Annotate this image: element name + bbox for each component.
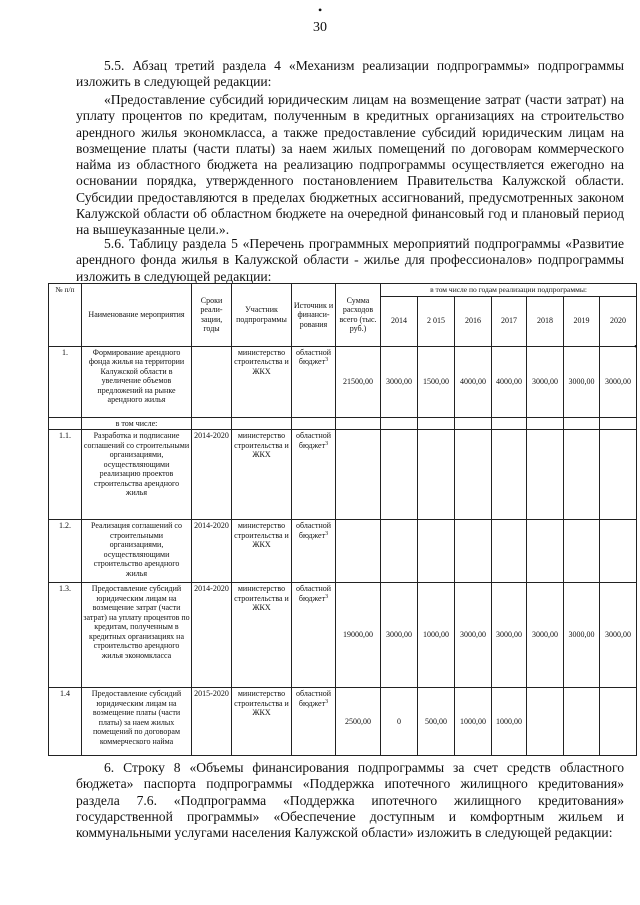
- header-year: 2016: [455, 296, 492, 346]
- page-number: 30: [313, 20, 327, 35]
- row-participant: министерство строительства и ЖКХ: [232, 346, 292, 417]
- header-by-years: в том числе по годам реализации подпрограммы:: [381, 284, 637, 297]
- paragraph-5-5-quote: «Предоставление субсидий юридическим лицам на возмещение затрат (части затрат) на уплату процентов по кредитам, полученным в кредитных организациях на строительство арендного жилья экономкласса, а также предоставление субсидий юридическим лицам на возмещение платы (части платы) за наем жилых помещений по договорам коммерческого найма из областного бюджета на реализацию подпрограммы осуществляется ежегодно на основании порядка, утвержденного постановлением Правительства Калужской области. Субсидии предоставляются в пределах бюджетных ассигнований, предусмотренных законом Калужской области об областном бюджете на очередной финансовый год и плановый период на вышеуказанные цели.».: [76, 92, 624, 238]
- row-source: областной бюджет$^3$: [292, 688, 336, 756]
- row-sum: 19000,00: [336, 583, 381, 688]
- row-name: Предоставление субсидий юридическим лицам на возмещение платы (части платы) за наем жилых помещений по договорам коммерческого найма: [82, 688, 192, 756]
- row-num: 1.2.: [49, 520, 82, 583]
- row-participant: министерство строительства и ЖКХ: [232, 430, 292, 520]
- row-year-value: [527, 688, 564, 756]
- row-num: 1.4: [49, 688, 82, 756]
- table-row: [49, 346, 637, 417]
- table-row: [49, 430, 637, 520]
- row-year-value: [600, 688, 637, 756]
- row-participant: министерство строительства и ЖКХ: [232, 688, 292, 756]
- row-year-value: 1500,00: [418, 346, 455, 417]
- header-terms: Сроки реали-зации, годы: [192, 284, 232, 347]
- header-sources: Источник и финанси-рования: [292, 284, 336, 347]
- paragraph-5-5-intro: 5.5. Абзац третий раздела 4 «Механизм реализации подпрограммы» подпрограммы изложить в следующей редакции:: [76, 58, 624, 90]
- including-label: в том числе:: [82, 417, 192, 430]
- row-year-value: 3000,00: [564, 583, 600, 688]
- row-year-value: 3000,00: [492, 583, 527, 688]
- header-year: 2 015: [418, 296, 455, 346]
- table-row: [49, 520, 637, 583]
- row-year-value: 3000,00: [527, 583, 564, 688]
- row-sum: 21500,00: [336, 346, 381, 417]
- paragraph-6: 6. Строку 8 «Объемы финансирования подпрограммы за счет средств областного бюджета» паспорта подпрограммы «Поддержка ипотечного жилищного кредитования» раздела 7.6. «Подпрограмма «Поддержка ипотечного жилищного кредитования» государственной программы» «Обеспечение доступным и комфортным жильем и коммунальными услугами населения Калужской области» изложить в следующей редакции:: [76, 760, 624, 841]
- row-year-value: 3000,00: [600, 346, 637, 417]
- row-terms: [192, 346, 232, 417]
- row-year-value: 3000,00: [527, 346, 564, 417]
- header-num: № п/п: [49, 284, 82, 347]
- row-sum: 2500,00: [336, 688, 381, 756]
- header-year: 2014: [381, 296, 418, 346]
- row-participant: министерство строительства и ЖКХ: [232, 520, 292, 583]
- row-year-value: [564, 688, 600, 756]
- header-name: Наименование мероприятия: [82, 284, 192, 347]
- table-row: [49, 688, 637, 756]
- row-terms: 2015-2020: [192, 688, 232, 756]
- program-activities-table: [48, 283, 637, 756]
- row-year-value: 0: [381, 688, 418, 756]
- row-terms: 2014-2020: [192, 520, 232, 583]
- row-year-value: 4000,00: [492, 346, 527, 417]
- row-year-value: 3000,00: [455, 583, 492, 688]
- row-year-value: 3000,00: [564, 346, 600, 417]
- row-terms: 2014-2020: [192, 430, 232, 520]
- row-year-value: 1000,00: [492, 688, 527, 756]
- row-source: областной бюджет$^3$: [292, 520, 336, 583]
- row-year-value: 1000,00: [455, 688, 492, 756]
- row-num: 1.1.: [49, 430, 82, 520]
- row-year-value: 1000,00: [418, 583, 455, 688]
- row-participant: министерство строительства и ЖКХ: [232, 583, 292, 688]
- header-year: 2019: [564, 296, 600, 346]
- row-source: областной бюджет$^3$: [292, 430, 336, 520]
- table-row: [49, 583, 637, 688]
- header-participant: Участник подпрограммы: [232, 284, 292, 347]
- header-year: 2017: [492, 296, 527, 346]
- top-mark: •: [318, 3, 323, 17]
- row-year-value: 4000,00: [455, 346, 492, 417]
- row-num: 1.: [49, 346, 82, 417]
- row-year-value: 3000,00: [381, 583, 418, 688]
- row-num: 1.3.: [49, 583, 82, 688]
- paragraph-5-6: 5.6. Таблицу раздела 5 «Перечень программных мероприятий подпрограммы «Развитие арендного фонда жилья в Калужской области - жилье для профессионалов» подпрограммы изложить в следующей редакции:: [76, 236, 624, 284]
- row-name: Реализация соглашений со строительными организациями, осуществляющими строительство арендного жилья: [82, 520, 192, 583]
- table-row: [49, 417, 637, 430]
- header-year: 2018: [527, 296, 564, 346]
- header-year: 2020: [600, 296, 637, 346]
- row-year-value: 500,00: [418, 688, 455, 756]
- row-name: Формирование арендного фонда жилья на территории Калужской области в увеличение объемов предложений на рынке арендного жилья: [82, 346, 192, 417]
- row-name: Предоставление субсидий юридическим лицам на возмещение затрат (части затрат) на уплату процентов по кредитам, полученным в кредитных организациях на строительство арендного жилья экономкласса: [82, 583, 192, 688]
- header-sum: Сумма расходов всего (тыс. руб.): [336, 284, 381, 347]
- row-source: областной бюджет$^3$: [292, 583, 336, 688]
- row-year-value: 3000,00: [381, 346, 418, 417]
- margin-mark: •: [634, 342, 638, 353]
- row-name: Разработка и подписание соглашений со строительными организациями, осуществляющими реализацию проектов строительства арендного жилья: [82, 430, 192, 520]
- row-terms: 2014-2020: [192, 583, 232, 688]
- row-year-value: 3000,00: [600, 583, 637, 688]
- row-source: областной бюджет$^3$: [292, 346, 336, 417]
